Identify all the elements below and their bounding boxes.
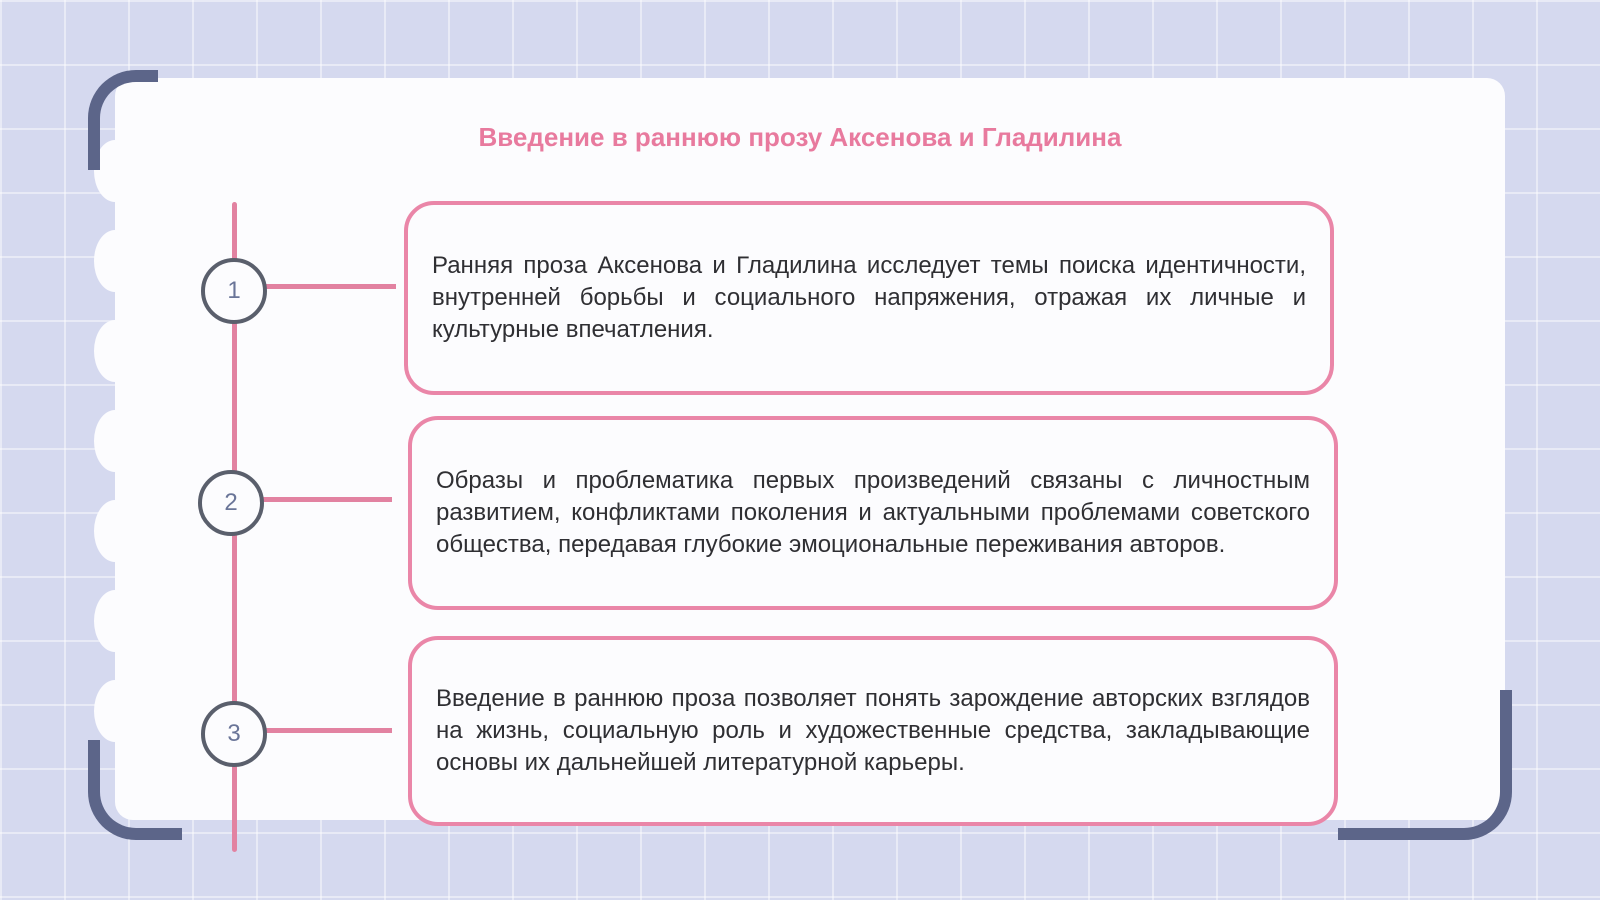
corner-bracket-top-left (88, 70, 158, 170)
timeline-marker-number: 2 (224, 489, 238, 516)
paper-scallop-edge (94, 320, 136, 382)
timeline-marker-number: 1 (227, 277, 241, 304)
slide-title: Введение в раннюю прозу Аксенова и Гладилина (478, 122, 1122, 152)
corner-bracket-bottom-left (88, 740, 182, 840)
paper-scallop-edge (94, 410, 136, 472)
corner-bracket-bottom-right (1338, 690, 1512, 840)
paper-scallop-edge (94, 230, 136, 292)
timeline-card-1 (404, 201, 1334, 395)
timeline-marker-number: 3 (227, 720, 241, 747)
timeline-marker-2 (198, 470, 264, 536)
timeline-card-2 (408, 416, 1338, 610)
timeline-marker-3 (201, 701, 267, 767)
paper-scallop-edge (94, 500, 136, 562)
timeline-connector (265, 284, 396, 289)
timeline-connector (262, 497, 392, 502)
paper-scallop-edge (94, 590, 136, 652)
timeline-card-text: Образы и проблематика первых произведений связаны с личностным развитием, конфликтами поколения и актуальными проблемами советского общества, передавая глубокие эмоциональные переживания авторов. (436, 467, 1310, 558)
timeline-card-3 (408, 636, 1338, 826)
timeline-connector (265, 728, 392, 733)
timeline-card-text: Ранняя проза Аксенова и Гладилина исследует темы поиска идентичности, внутренней борьбы и социального напряжения, отражая их личные и культурные впечатления. (432, 252, 1306, 343)
timeline-marker-1 (201, 258, 267, 324)
paper-scallop-edge (94, 680, 136, 742)
timeline-card-text: Введение в раннюю проза позволяет понять зарождение авторских взглядов на жизнь, социальную роль и художественные средства, закладывающие основы их дальнейшей литературной карьеры. (436, 685, 1310, 776)
